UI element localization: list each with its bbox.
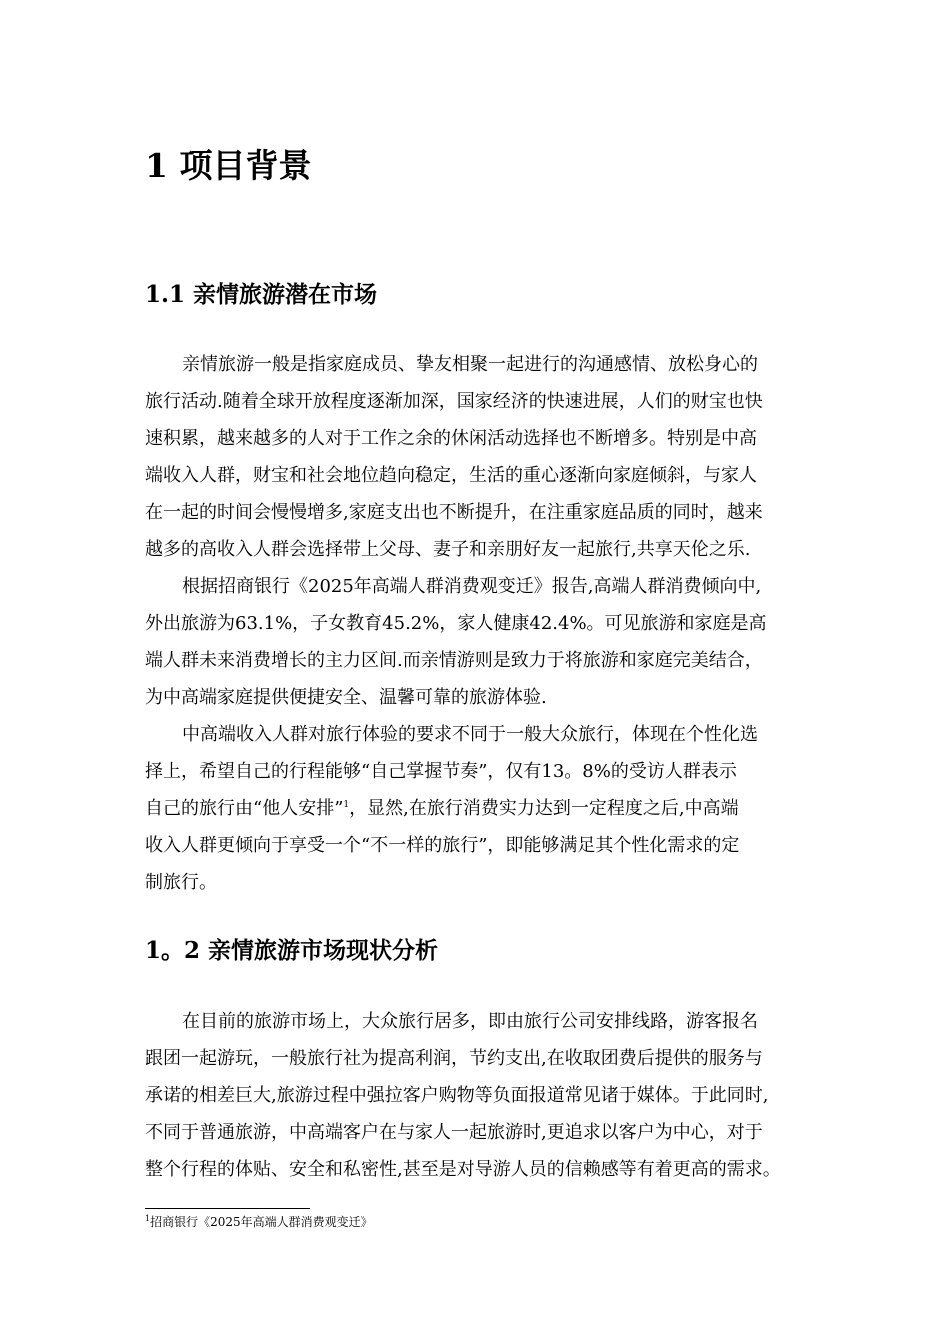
section-heading-1-1: 1.1 亲情旅游潜在市场 bbox=[145, 281, 378, 308]
paragraph-line: 中高端收入人群对旅行体验的要求不同于一般大众旅行，体现在个性化选 bbox=[182, 724, 758, 745]
paragraph-line: 整个行程的体贴、安全和私密性,甚至是对导游人员的信赖感等有着更高的需求。 bbox=[145, 1159, 781, 1180]
footnote-text: 招商银行《2025年高端人群消费观变迁》 bbox=[150, 1215, 373, 1229]
paragraph-line: 择上，希望自己的行程能够“自己掌握节奏”，仅有13。8%的受访人群表示 bbox=[145, 761, 737, 782]
chapter-heading: 1 项目背景 bbox=[145, 146, 312, 185]
paragraph-line: 端人群未来消费增长的主力区间.而亲情游则是致力于将旅游和家庭完美结合， bbox=[145, 650, 763, 671]
paragraph-line: 为中高端家庭提供便捷安全、温馨可靠的旅游体验. bbox=[145, 687, 547, 708]
paragraph-line bbox=[145, 790, 810, 827]
paragraph-line: 端收入人群，财宝和社会地位趋向稳定，生活的重心逐渐向家庭倾斜，与家人 bbox=[145, 465, 757, 486]
footnote bbox=[145, 1213, 373, 1231]
section-heading-1-2: 1。2 亲情旅游市场现状分析 bbox=[145, 937, 439, 964]
footnote-number: 1 bbox=[145, 1214, 151, 1223]
footnote-reference[interactable]: 1 bbox=[343, 800, 350, 810]
paragraph-line: 不同于普通旅游，中高端客户在与家人一起旅游时,更追求以客户为中心，对于 bbox=[145, 1122, 763, 1143]
paragraph bbox=[145, 568, 810, 716]
line-text: 自己的旅行由“他人安排” bbox=[145, 798, 344, 819]
paragraph-line: 在目前的旅游市场上，大众旅行居多，即由旅行公司安排线路，游客报名 bbox=[182, 1011, 758, 1032]
paragraph-line: 外出旅游为63.1%，子女教育45.2%，家人健康42.4%。可见旅游和家庭是高 bbox=[145, 613, 767, 634]
paragraph-line: 收入人群更倾向于享受一个“不一样的旅行”，即能够满足其个性化需求的定 bbox=[145, 835, 740, 856]
paragraph-line: 在一起的时间会慢慢增多,家庭支出也不断提升，在注重家庭品质的同时，越来 bbox=[145, 502, 763, 523]
paragraph-line: 根据招商银行《2025年高端人群消费观变迁》报告,高端人群消费倾向中, bbox=[182, 576, 762, 597]
line-text: ，显然,在旅行消费实力达到一定程度之后,中高端 bbox=[349, 798, 739, 819]
paragraph bbox=[145, 1003, 810, 1188]
paragraph-line: 制旅行。 bbox=[145, 872, 217, 893]
paragraph-line: 旅行活动.随着全球开放程度逐渐加深，国家经济的快速进展，人们的财宝也快 bbox=[145, 391, 763, 412]
paragraph-line: 亲情旅游一般是指家庭成员、挚友相聚一起进行的沟通感情、放松身心的 bbox=[182, 354, 758, 375]
paragraph bbox=[145, 346, 810, 568]
paragraph-line: 承诺的相差巨大,旅游过程中强拉客户购物等负面报道常见诸于媒体。于此同时, bbox=[145, 1085, 769, 1106]
paragraph bbox=[145, 716, 810, 901]
paragraph-line: 越多的高收入人群会选择带上父母、妻子和亲朋好友一起旅行,共享天伦之乐. bbox=[145, 539, 751, 560]
paragraph-line: 跟团一起游玩，一般旅行社为提高利润，节约支出,在收取团费后提供的服务与 bbox=[145, 1048, 763, 1069]
paragraph-line: 速积累，越来越多的人对于工作之余的休闲活动选择也不断增多。特别是中高 bbox=[145, 428, 757, 449]
footnote-separator bbox=[145, 1208, 310, 1209]
